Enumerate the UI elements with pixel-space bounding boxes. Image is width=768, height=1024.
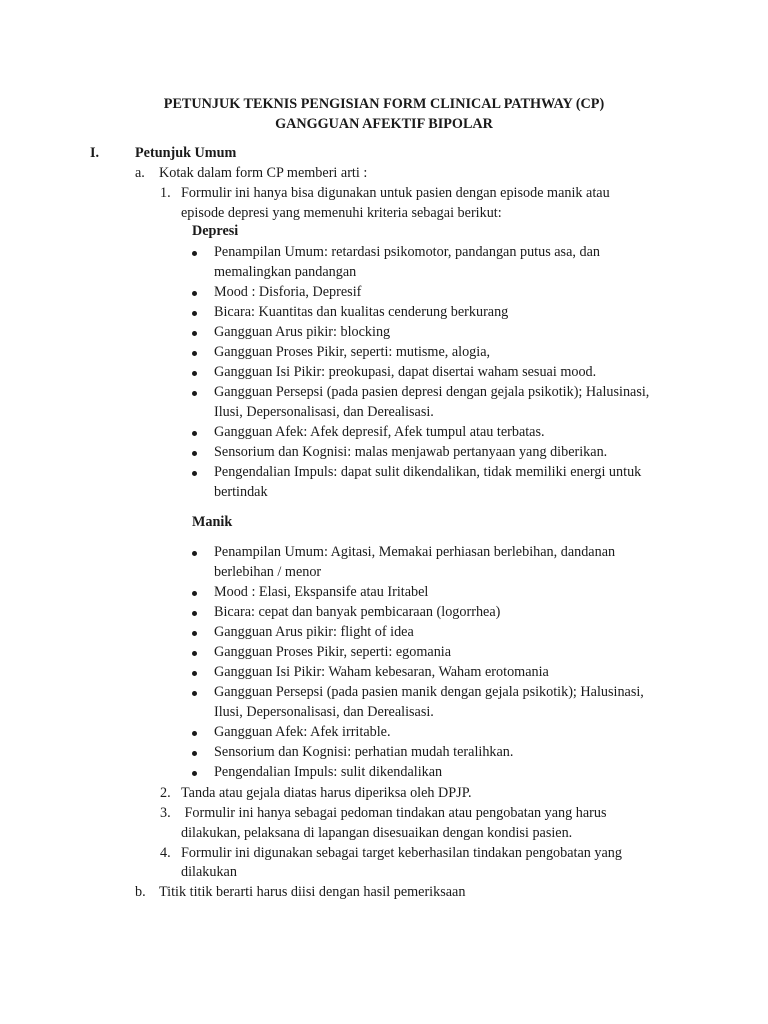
list-item: Gangguan Proses Pikir, seperti: mutisme, alogia,	[214, 344, 491, 360]
numbered-item-2-text: Tanda atau gejala diatas harus diperiksa oleh DPJP.	[181, 785, 472, 801]
list-item: Pengendalian Impuls: sulit dikendalikan	[214, 764, 443, 780]
list-item: Penampilan Umum: retardasi psikomotor, pandangan putus asa, dan	[214, 244, 600, 260]
list-item: Mood : Disforia, Depresif	[214, 284, 362, 300]
bullet-icon	[192, 331, 197, 336]
numbered-item-1-text: Formulir ini hanya bisa digunakan untuk pasien dengan episode manik atau	[181, 185, 610, 201]
numbered-item-4-marker: 4.	[160, 845, 171, 861]
list-item-cont: berlebihan / menor	[214, 564, 322, 580]
bullet-icon	[192, 591, 197, 596]
depresi-heading: Depresi	[192, 223, 239, 239]
list-item: Gangguan Arus pikir: flight of idea	[214, 624, 414, 640]
bullet-icon	[192, 291, 197, 296]
list-item: Gangguan Isi Pikir: Waham kebesaran, Waham erotomania	[214, 664, 549, 680]
bullet-icon	[192, 631, 197, 636]
item-a-text: Kotak dalam form CP memberi arti :	[159, 165, 368, 181]
manik-heading: Manik	[192, 514, 233, 530]
list-item: Mood : Elasi, Ekspansife atau Iritabel	[214, 584, 429, 600]
bullet-icon	[192, 551, 197, 556]
numbered-item-1-text-cont: episode depresi yang memenuhi kriteria sebagai berikut:	[181, 205, 502, 221]
bullet-icon	[192, 251, 197, 256]
bullet-icon	[192, 371, 197, 376]
list-item: Sensorium dan Kognisi: malas menjawab pertanyaan yang diberikan.	[214, 444, 608, 460]
list-item: Sensorium dan Kognisi: perhatian mudah teralihkan.	[214, 744, 514, 760]
bullet-icon	[192, 611, 197, 616]
bullet-icon	[192, 751, 197, 756]
list-item: Gangguan Persepsi (pada pasien depresi dengan gejala psikotik); Halusinasi,	[214, 384, 650, 400]
list-item: Pengendalian Impuls: dapat sulit dikendalikan, tidak memiliki energi untuk	[214, 464, 642, 480]
document-title-line1: PETUNJUK TEKNIS PENGISIAN FORM CLINICAL PATHWAY (CP)	[163, 96, 605, 112]
numbered-item-3-text: Formulir ini hanya sebagai pedoman tindakan atau pengobatan yang harus	[181, 805, 607, 821]
bullet-icon	[192, 671, 197, 676]
list-item: Gangguan Proses Pikir, seperti: egomania	[214, 644, 452, 660]
bullet-icon	[192, 691, 197, 696]
list-item: Penampilan Umum: Agitasi, Memakai perhiasan berlebihan, dandanan	[214, 544, 616, 560]
numbered-item-1-marker: 1.	[160, 185, 171, 201]
list-item-cont: memalingkan pandangan	[214, 264, 357, 280]
bullet-icon	[192, 471, 197, 476]
bullet-icon	[192, 451, 197, 456]
bullet-icon	[192, 431, 197, 436]
numbered-item-2-marker: 2.	[160, 785, 171, 801]
list-item: Gangguan Arus pikir: blocking	[214, 324, 391, 340]
list-item: Gangguan Persepsi (pada pasien manik dengan gejala psikotik); Halusinasi,	[214, 684, 644, 700]
list-item: Gangguan Isi Pikir: preokupasi, dapat disertai waham sesuai mood.	[214, 364, 597, 380]
bullet-icon	[192, 651, 197, 656]
bullet-icon	[192, 731, 197, 736]
item-b-marker: b.	[135, 884, 146, 900]
numbered-item-4-text: Formulir ini digunakan sebagai target keberhasilan tindakan pengobatan yang	[181, 845, 622, 861]
bullet-icon	[192, 771, 197, 776]
item-b-text: Titik titik berarti harus diisi dengan hasil pemeriksaan	[159, 884, 466, 900]
item-a-marker: a.	[135, 165, 145, 181]
section-title: Petunjuk Umum	[135, 145, 237, 161]
bullet-icon	[192, 391, 197, 396]
list-item: Gangguan Afek: Afek irritable.	[214, 724, 391, 740]
list-item-cont: bertindak	[214, 484, 268, 500]
numbered-item-3-marker: 3.	[160, 805, 171, 821]
list-item: Bicara: cepat dan banyak pembicaraan (logorrhea)	[214, 604, 501, 620]
section-number: I.	[90, 145, 100, 161]
numbered-item-3-text-cont: dilakukan, pelaksana di lapangan disesuaikan dengan kondisi pasien.	[181, 825, 573, 841]
list-item-cont: Ilusi, Depersonalisasi, dan Derealisasi.	[214, 704, 434, 720]
bullet-icon	[192, 311, 197, 316]
list-item: Bicara: Kuantitas dan kualitas cenderung berkurang	[214, 304, 509, 320]
list-item: Gangguan Afek: Afek depresif, Afek tumpul atau terbatas.	[214, 424, 545, 440]
numbered-item-4-text-cont: dilakukan	[181, 864, 237, 880]
document-title-line2: GANGGUAN AFEKTIF BIPOLAR	[275, 116, 493, 132]
list-item-cont: Ilusi, Depersonalisasi, dan Derealisasi.	[214, 404, 434, 420]
bullet-icon	[192, 351, 197, 356]
